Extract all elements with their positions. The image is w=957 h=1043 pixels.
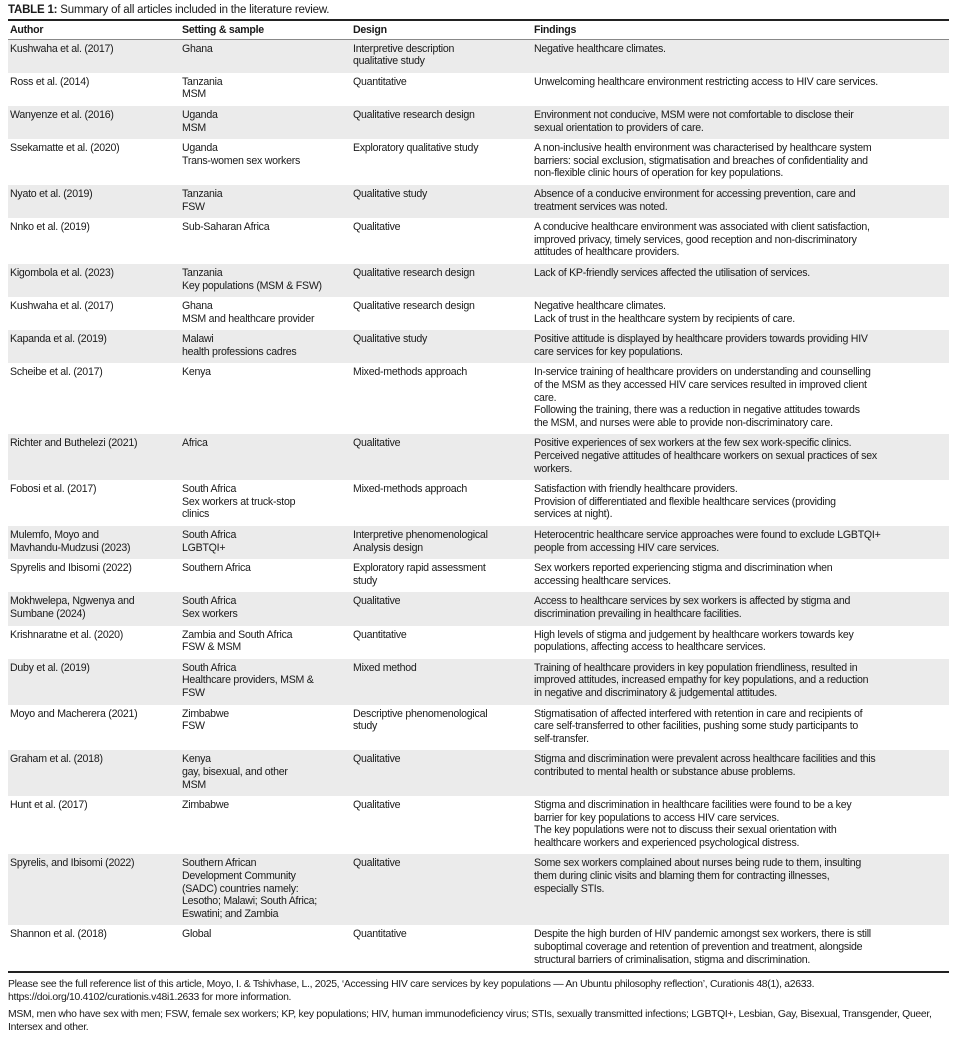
- cell-design: Qualitative: [351, 434, 532, 480]
- table-row: [8, 796, 949, 854]
- cell-design: Interpretive phenomenological Analysis design: [351, 526, 532, 559]
- table-row: [8, 750, 949, 796]
- cell-author: Graham et al. (2018): [8, 750, 180, 796]
- table-row: [8, 185, 949, 218]
- cell-design: Qualitative research design: [351, 106, 532, 139]
- cell-setting: Southern African Development Community (SADC) countries namely: Lesotho; Malawi; South Africa; Eswatini; and Zambia: [180, 854, 351, 925]
- table-row: [8, 854, 949, 925]
- caption-text: Summary of all articles included in the literature review.: [57, 4, 330, 16]
- cell-setting: Zimbabwe FSW: [182, 707, 229, 733]
- header-row: [8, 21, 949, 39]
- cell-findings: Sex workers reported experiencing stigma and discrimination when accessing healthcare services.: [534, 562, 833, 587]
- cell-findings: Positive experiences of sex workers at the few sex work-specific clinics. Perceived negative attitudes of healthcare workers on sexual practices of sex workers.: [532, 434, 949, 480]
- cell-findings: Stigma and discrimination were prevalent across healthcare facilities and this contributed to mental health or substance abuse problems.: [532, 750, 949, 796]
- table-row: [8, 363, 949, 434]
- table-row: [8, 434, 949, 480]
- cell-design: Mixed-methods approach: [353, 366, 468, 379]
- reference-note: Please see the full reference list of this article, Moyo, I. & Tshivhase, L., 2025, ‘Accessing HIV care services by key populations — An Ubuntu philosophy reflection’, Curationis 48(1), a2633. https://doi.org/10.4102/curationis.v48i1.2633 for more information.: [8, 979, 815, 1004]
- cell-findings: Access to healthcare services by sex workers is affected by stigma and discrimination prevailing in healthcare facilities.: [532, 592, 949, 625]
- cell-author: Ssekamatte et al. (2020): [10, 142, 120, 155]
- cell-design: Qualitative: [353, 799, 401, 812]
- cell-setting: Kenya gay, bisexual, and other MSM: [180, 750, 351, 796]
- literature-table: [8, 21, 949, 971]
- table-row: [8, 264, 949, 297]
- cell-author: Fobosi et al. (2017): [10, 483, 97, 496]
- cell-author: Wanyenze et al. (2016): [8, 106, 180, 139]
- cell-setting: Global: [182, 928, 212, 941]
- cell-setting: Southern Africa: [182, 562, 251, 575]
- cell-design: Exploratory rapid assessment study: [353, 562, 486, 587]
- cell-design: Quantitative: [353, 928, 407, 941]
- cell-design: Qualitative: [351, 854, 532, 925]
- cell-findings: Heterocentric healthcare service approaches were found to exclude LGBTQI+ people from accessing HIV care services.: [532, 526, 949, 559]
- cell-author: Kigombola et al. (2023): [8, 264, 180, 297]
- cell-design: Qualitative study: [351, 185, 532, 218]
- cell-author: Shannon et al. (2018): [10, 928, 107, 941]
- header-setting: Setting & sample: [180, 21, 351, 39]
- table-row: [8, 592, 949, 625]
- cell-setting: Zimbabwe: [182, 799, 229, 812]
- cell-setting: Kenya: [182, 366, 211, 379]
- table-row: [8, 106, 949, 139]
- cell-findings: Stigma and discrimination in healthcare facilities were found to be a key barrier for key populations to access HIV care services. The key populations were not to discuss their sexual orientation with healthcare workers and experienced psychological distress.: [534, 799, 852, 849]
- cell-setting: Zambia and South Africa FSW & MSM: [182, 628, 293, 654]
- cell-setting: Ghana: [180, 39, 351, 73]
- cell-findings: Negative healthcare climates.: [532, 39, 949, 73]
- cell-setting: Malawi health professions cadres: [180, 330, 351, 363]
- cell-author: Spyrelis, and Ibisomi (2022): [8, 854, 180, 925]
- cell-findings: Environment not conducive, MSM were not comfortable to disclose their sexual orientation to providers of care.: [532, 106, 949, 139]
- table-row: [8, 705, 949, 751]
- caption-label: TABLE 1:: [8, 4, 58, 16]
- cell-design: Qualitative: [351, 592, 532, 625]
- cell-findings: Absence of a conducive environment for accessing prevention, care and treatment services was noted.: [532, 185, 949, 218]
- cell-findings: Stigmatisation of affected interfered with retention in care and recipients of care self-transferred to other facilities, pushing some study participants to self-transfer.: [534, 707, 863, 745]
- cell-findings: Positive attitude is displayed by healthcare providers towards providing HIV care services for key populations.: [532, 330, 949, 363]
- cell-author: Kapanda et al. (2019): [8, 330, 180, 363]
- cell-findings: Negative healthcare climates. Lack of trust in the healthcare system by recipients of care.: [534, 300, 795, 325]
- cell-findings: Satisfaction with friendly healthcare providers. Provision of differentiated and flexible healthcare services (providing services at night).: [534, 483, 836, 521]
- cell-design: Qualitative research design: [351, 264, 532, 297]
- cell-author: Mokhwelepa, Ngwenya and Sumbane (2024): [8, 592, 180, 625]
- cell-author: Richter and Buthelezi (2021): [8, 434, 180, 480]
- cell-author: Hunt et al. (2017): [10, 799, 88, 812]
- cell-setting: Sub-Saharan Africa: [182, 221, 270, 234]
- cell-author: Ross et al. (2014): [10, 75, 90, 88]
- cell-author: Kushwaha et al. (2017): [8, 39, 180, 73]
- cell-setting: Africa: [180, 434, 351, 480]
- cell-setting: Tanzania FSW: [180, 185, 351, 218]
- cell-findings: A conducive healthcare environment was associated with client satisfaction, improved privacy, timely services, good reception and non-discriminatory attitudes of healthcare providers.: [534, 221, 870, 259]
- cell-setting: South Africa Sex workers: [180, 592, 351, 625]
- cell-setting: Uganda MSM: [180, 106, 351, 139]
- cell-setting: Uganda Trans-women sex workers: [182, 142, 301, 167]
- cell-author: Nnko et al. (2019): [10, 221, 90, 234]
- cell-author: Kushwaha et al. (2017): [10, 300, 114, 313]
- cell-findings: Despite the high burden of HIV pandemic amongst sex workers, there is still suboptimal coverage and retention of prevention and treatment, alongside structural barriers of criminalisation, stigma and discrimination.: [534, 928, 871, 966]
- cell-design: Qualitative research design: [353, 300, 475, 313]
- cell-design: Quantitative: [353, 75, 407, 88]
- cell-author: Spyrelis and Ibisomi (2022): [10, 562, 132, 575]
- table-row: [8, 297, 949, 330]
- cell-findings: A non-inclusive health environment was characterised by healthcare system barriers: social exclusion, stigmatisation and breaches of confidentiality and non-flexible clinic hours of operation for key populations.: [534, 142, 872, 180]
- cell-findings: Unwelcoming healthcare environment restricting access to HIV care services.: [534, 75, 878, 88]
- table-row: [8, 480, 949, 526]
- table-caption: [8, 4, 949, 21]
- cell-author: Mulemfo, Moyo and Mavhandu-Mudzusi (2023): [8, 526, 180, 559]
- abbreviations-note: MSM, men who have sex with men; FSW, female sex workers; KP, key populations; HIV, human immunodeficiency virus; STIs, sexually transmitted infections; LGBTQI+, Lesbian, Gay, Bisexual, Transgender, Queer, Intersex and other.: [8, 1009, 932, 1034]
- cell-setting: South Africa LGBTQI+: [180, 526, 351, 559]
- cell-findings: Training of healthcare providers in key population friendliness, resulted in improved attitudes, increased empathy for key populations, and a reduction in negative and discriminatory & judgemental attitudes.: [532, 659, 949, 705]
- cell-setting: South Africa Sex workers at truck-stop clinics: [182, 483, 296, 521]
- table-row: [8, 39, 949, 73]
- cell-setting: South Africa Healthcare providers, MSM & FSW: [180, 659, 351, 705]
- cell-author: Nyato et al. (2019): [8, 185, 180, 218]
- cell-design: Mixed-methods approach: [353, 483, 468, 496]
- cell-design: Quantitative: [353, 628, 407, 641]
- header-design: Design: [351, 21, 532, 39]
- cell-findings: In-service training of healthcare providers on understanding and counselling of the MSM as they accessed HIV care services resulted in improved client care. Following the training, there was a reduction in negative attitudes towards the MSM, and nurses were able to provide non-discriminatory care.: [534, 366, 871, 429]
- cell-design: Exploratory qualitative study: [353, 142, 479, 155]
- cell-setting: Tanzania MSM: [182, 75, 223, 101]
- table-row: [8, 218, 949, 264]
- cell-design: Qualitative: [353, 221, 401, 234]
- cell-findings: High levels of stigma and judgement by healthcare workers towards key populations, affecting access to healthcare services.: [534, 628, 854, 654]
- table-row: [8, 659, 949, 705]
- cell-design: Descriptive phenomenological study: [353, 707, 488, 733]
- cell-author: Krishnaratne et al. (2020): [10, 628, 124, 641]
- table-row: [8, 626, 949, 659]
- cell-setting: Tanzania Key populations (MSM & FSW): [180, 264, 351, 297]
- table-row: [8, 330, 949, 363]
- cell-design: Interpretive description qualitative study: [351, 39, 532, 73]
- header-author: Author: [8, 21, 180, 39]
- table-row: [8, 73, 949, 106]
- cell-author: Duby et al. (2019): [8, 659, 180, 705]
- cell-design: Qualitative: [351, 750, 532, 796]
- cell-findings: Some sex workers complained about nurses being rude to them, insulting them during clinic visits and blaming them for contracting illnesses, especially STIs.: [532, 854, 949, 925]
- cell-author: Scheibe et al. (2017): [10, 366, 103, 379]
- cell-design: Qualitative study: [351, 330, 532, 363]
- table-row: [8, 559, 949, 592]
- table-row: [8, 139, 949, 185]
- cell-setting: Ghana MSM and healthcare provider: [182, 300, 315, 325]
- cell-design: Mixed method: [351, 659, 532, 705]
- cell-author: Moyo and Macherera (2021): [10, 707, 138, 720]
- table-notes: [8, 973, 949, 1034]
- header-findings: Findings: [532, 21, 949, 39]
- cell-findings: Lack of KP-friendly services affected the utilisation of services.: [532, 264, 949, 297]
- table-row: [8, 526, 949, 559]
- table-row: [8, 925, 949, 971]
